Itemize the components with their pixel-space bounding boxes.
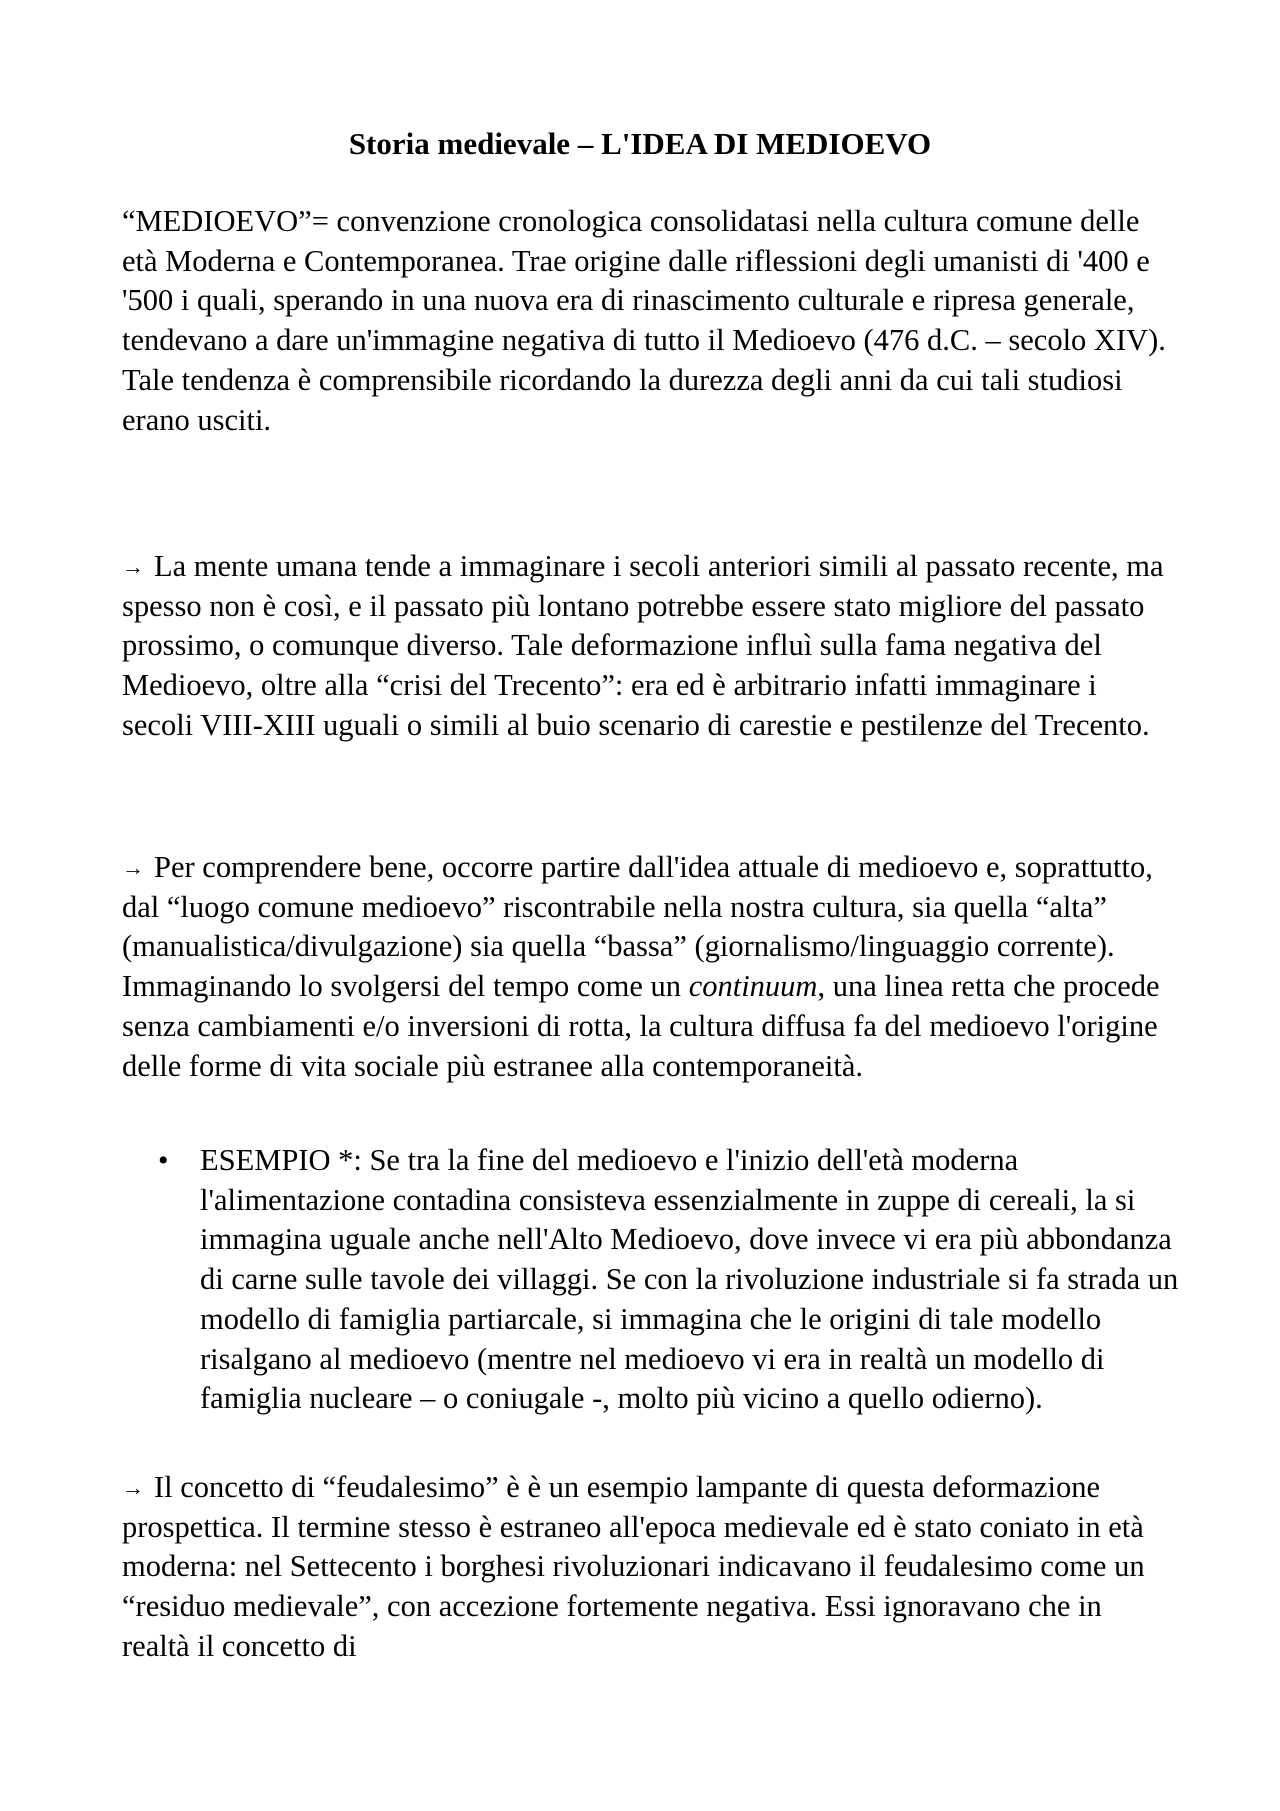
- paragraph-understanding-italic: continuum: [688, 969, 818, 1004]
- arrow-icon: →: [122, 554, 144, 579]
- paragraph-understanding: [122, 848, 1172, 1086]
- page-title: Storia medievale – L'IDEA DI MEDIOEVO: [348, 126, 932, 161]
- paragraph-human-mind: [122, 547, 1172, 746]
- paragraph-human-mind-text: La mente umana tende a immaginare i secoli anteriori simili al passato recente, ma spesso non è così, e il passato più lontano potrebbe essere stato migliore del passato prossimo, o comunque diverso. Tale deformazione influì sulla fama negativa del Medioevo, oltre alla “crisi del Trecento”: era ed è arbitrario infatti immaginare i secoli VIII-XIII uguali o simili al buio scenario di carestie e pestilenze del Trecento.: [122, 549, 1172, 742]
- bullet-example: ESEMPIO *: Se tra la fine del medioevo e l'inizio dell'età moderna l'alimentazione contadina consisteva essenzialmente in zuppe di cereali, la si immagina uguale anche nell'Alto Medioevo, dove invece vi era più abbondanza di carne sulle tavole dei villaggi. Se con la rivoluzione industriale si fa strada un modello di famiglia partiarcale, si immagina che le origini di tale modello risalgano al medioevo (mentre nel medioevo vi era in realtà un modello di famiglia nucleare – o coniugale -, molto più vicino a quello odierno).: [200, 1143, 1179, 1416]
- arrow-icon: →: [122, 1475, 144, 1500]
- paragraph-feudalism-text: Il concetto di “feudalesimo” è è un esempio lampante di questa deformazione prospettica. Il termine stesso è estraneo all'epoca medievale ed è stato coniato in età moderna: nel Settecento i borghesi rivoluzionari indicavano il feudalesimo come un “residuo medievale”, con accezione fortemente negativa. Essi ignoravano che in realtà il concetto di: [122, 1470, 1153, 1663]
- arrow-icon: →: [122, 855, 144, 880]
- paragraph-feudalism: [122, 1468, 1172, 1667]
- paragraph-understanding-text-start: Per comprendere bene, occorre partire dall'idea attuale di medioevo e, soprattutto, dal “luogo comune medioevo” riscontrabile nella nostra cultura, sia quella “alta” (manualistica/divulgazione) sia quella “bassa” (giornalismo/linguaggio corrente). Immaginando lo svolgersi del tempo come un: [122, 850, 1161, 1004]
- paragraph-medioevo-definition: “MEDIOEVO”= convenzione cronologica consolidatasi nella cultura comune delle età Moderna e Contemporanea. Trae origine dalle riflessioni degli umanisti di '400 e '500 i quali, sperando in una nuova era di rinascimento culturale e ripresa generale, tendevano a dare un'immagine negativa di tutto il Medioevo (476 d.C. – secolo XIV). Tale tendenza è comprensibile ricordando la durezza degli anni da cui tali studiosi erano usciti.: [122, 204, 1174, 437]
- bullet-icon: •: [158, 1144, 169, 1177]
- paragraph-understanding-text-end: , una linea retta che procede senza cambiamenti e/o inversioni di rotta, la cultura diffusa fa del medioevo l'origine delle forme di vita sociale più estranee alla contemporaneità.: [122, 969, 1168, 1083]
